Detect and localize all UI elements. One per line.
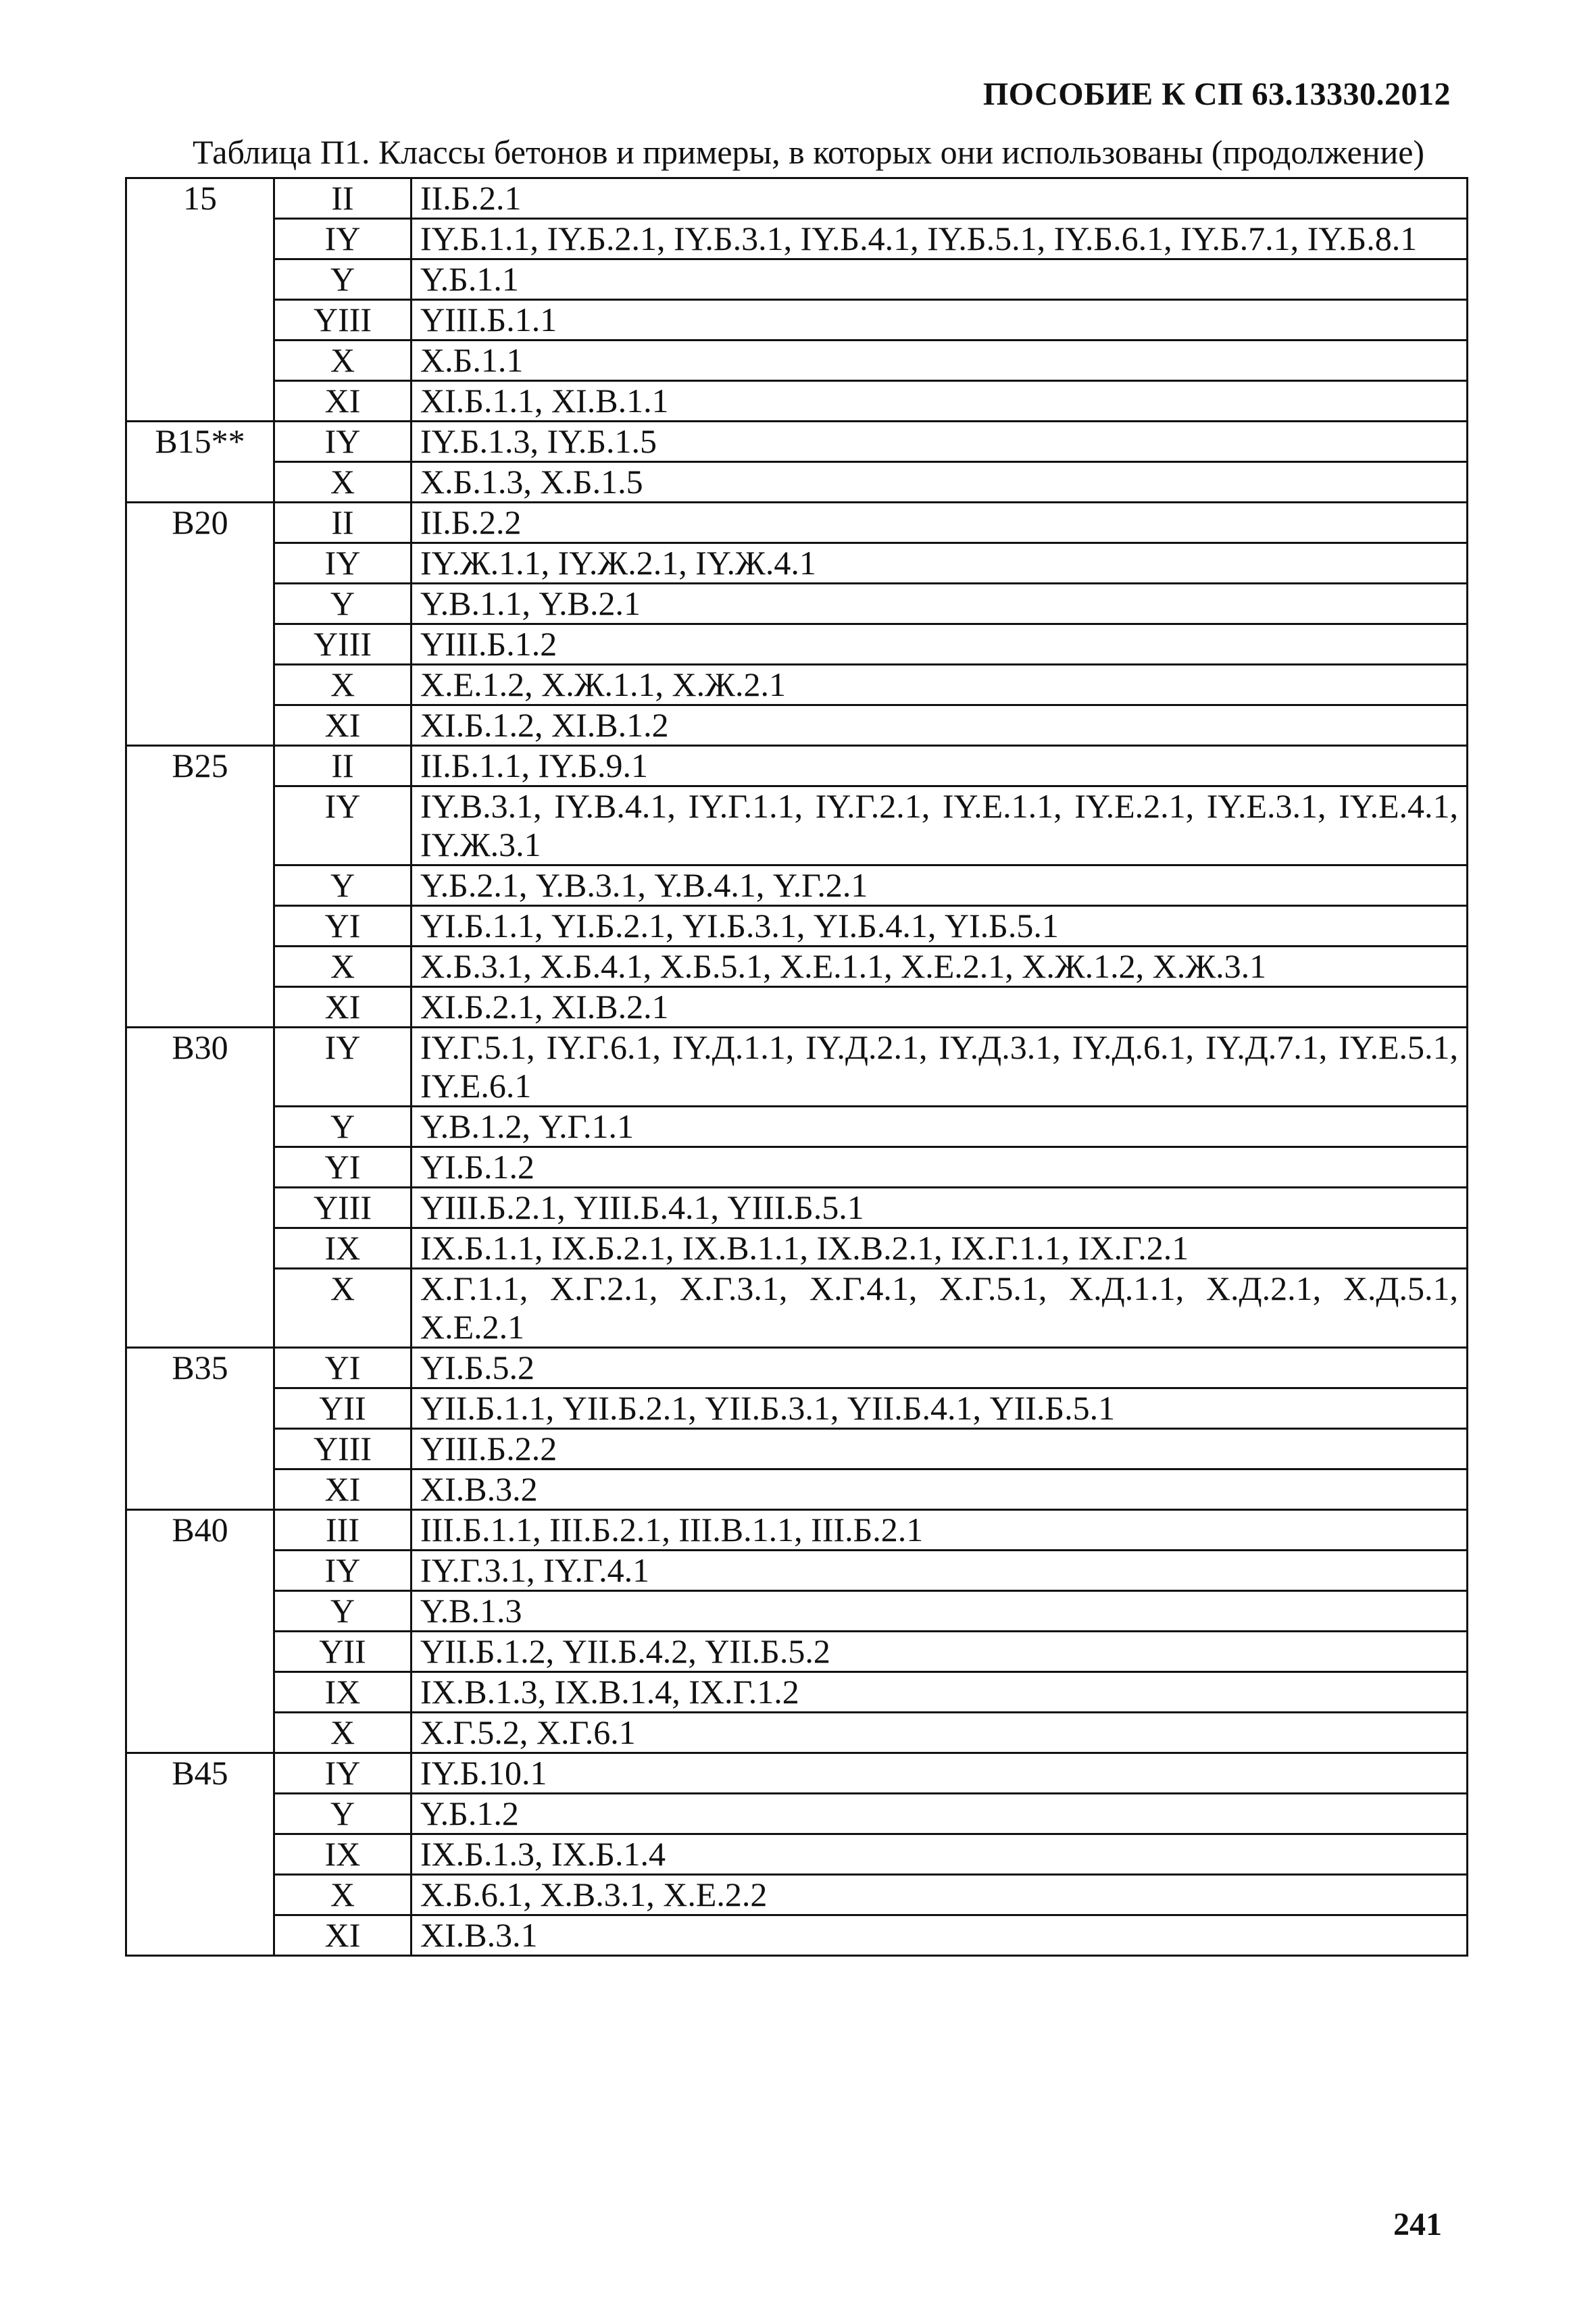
section-cell: X — [274, 1875, 412, 1915]
section-cell: Y — [274, 1591, 412, 1632]
section-cell: YII — [274, 1632, 412, 1672]
examples-cell: XI.Б.1.1, XI.В.1.1 — [412, 381, 1468, 422]
section-cell: X — [274, 462, 412, 503]
examples-cell: IY.Ж.1.1, IY.Ж.2.1, IY.Ж.4.1 — [412, 543, 1468, 584]
table-row — [126, 543, 1468, 584]
section-cell: X — [274, 1713, 412, 1753]
table-row — [126, 422, 1468, 462]
table-row — [126, 462, 1468, 503]
section-cell: XI — [274, 705, 412, 746]
table-row — [126, 1388, 1468, 1429]
examples-cell: IY.Б.1.3, IY.Б.1.5 — [412, 422, 1468, 462]
table-row — [126, 1672, 1468, 1713]
examples-cell: Y.Б.1.1 — [412, 259, 1468, 300]
table-row — [126, 1591, 1468, 1632]
examples-cell: IX.Б.1.3, IX.Б.1.4 — [412, 1834, 1468, 1875]
section-cell: X — [274, 665, 412, 705]
section-cell: Y — [274, 1794, 412, 1834]
section-cell: IX — [274, 1228, 412, 1269]
section-cell: II — [274, 503, 412, 543]
examples-cell: X.Г.1.1, X.Г.2.1, X.Г.3.1, X.Г.4.1, X.Г.5.1, X.Д.1.1, X.Д.2.1, X.Д.5.1, X.Е.2.1 — [412, 1269, 1468, 1348]
examples-cell: X.Б.6.1, X.В.3.1, X.Е.2.2 — [412, 1875, 1468, 1915]
section-cell: YIII — [274, 624, 412, 665]
table-row — [126, 1429, 1468, 1469]
table-row — [126, 1834, 1468, 1875]
examples-cell: XI.Б.2.1, XI.В.2.1 — [412, 987, 1468, 1028]
table-row — [126, 178, 1468, 219]
concrete-class-cell: B45 — [126, 1753, 274, 1956]
page-number: 241 — [1393, 2207, 1442, 2242]
section-cell: Y — [274, 1107, 412, 1147]
examples-cell: IY.Г.5.1, IY.Г.6.1, IY.Д.1.1, IY.Д.2.1, IY.Д.3.1, IY.Д.6.1, IY.Д.7.1, IY.Е.5.1, IY.Е.6.1 — [412, 1028, 1468, 1107]
examples-cell: IY.Г.3.1, IY.Г.4.1 — [412, 1551, 1468, 1591]
table-row — [126, 381, 1468, 422]
table-row — [126, 1269, 1468, 1348]
table-row — [126, 786, 1468, 865]
table-row — [126, 1028, 1468, 1107]
section-cell: III — [274, 1510, 412, 1551]
table-row — [126, 341, 1468, 381]
examples-cell: Y.В.1.3 — [412, 1591, 1468, 1632]
examples-cell: XI.В.3.1 — [412, 1915, 1468, 1956]
section-cell: II — [274, 746, 412, 786]
table-row — [126, 1228, 1468, 1269]
examples-cell: IX.В.1.3, IX.В.1.4, IX.Г.1.2 — [412, 1672, 1468, 1713]
section-cell: XI — [274, 1469, 412, 1510]
examples-cell: X.Б.1.1 — [412, 341, 1468, 381]
table-row — [126, 987, 1468, 1028]
examples-cell: IY.Б.10.1 — [412, 1753, 1468, 1794]
examples-cell: YIII.Б.1.2 — [412, 624, 1468, 665]
examples-cell: Y.В.1.1, Y.В.2.1 — [412, 584, 1468, 624]
table-row — [126, 865, 1468, 906]
table-row — [126, 1147, 1468, 1188]
table-row — [126, 1551, 1468, 1591]
section-cell: IY — [274, 1551, 412, 1591]
table-row — [126, 624, 1468, 665]
table-row — [126, 584, 1468, 624]
concrete-class-cell: B35 — [126, 1348, 274, 1510]
section-cell: YII — [274, 1388, 412, 1429]
table-row — [126, 300, 1468, 341]
table-row — [126, 219, 1468, 259]
table-caption: Таблица П1. Классы бетонов и примеры, в которых они использованы (продолжение) — [193, 133, 1425, 171]
section-cell: Y — [274, 259, 412, 300]
examples-cell: II.Б.2.1 — [412, 178, 1468, 219]
page-header: ПОСОБИЕ К СП 63.13330.2012 — [982, 76, 1451, 112]
table-body — [126, 178, 1468, 1956]
concrete-classes-table — [125, 177, 1468, 1957]
examples-cell: YIII.Б.2.2 — [412, 1429, 1468, 1469]
section-cell: YI — [274, 1147, 412, 1188]
table-row — [126, 503, 1468, 543]
examples-cell: III.Б.1.1, III.Б.2.1, III.В.1.1, III.Б.2.1 — [412, 1510, 1468, 1551]
examples-cell: X.Б.1.3, X.Б.1.5 — [412, 462, 1468, 503]
examples-cell: II.Б.2.2 — [412, 503, 1468, 543]
examples-cell: YII.Б.1.1, YII.Б.2.1, YII.Б.3.1, YII.Б.4.1, YII.Б.5.1 — [412, 1388, 1468, 1429]
examples-cell: XI.Б.1.2, XI.В.1.2 — [412, 705, 1468, 746]
examples-cell: IX.Б.1.1, IX.Б.2.1, IX.В.1.1, IX.В.2.1, IX.Г.1.1, IX.Г.2.1 — [412, 1228, 1468, 1269]
table-row — [126, 1632, 1468, 1672]
examples-cell: Y.В.1.2, Y.Г.1.1 — [412, 1107, 1468, 1147]
examples-cell: YII.Б.1.2, YII.Б.4.2, YII.Б.5.2 — [412, 1632, 1468, 1672]
concrete-class-cell: B40 — [126, 1510, 274, 1753]
section-cell: II — [274, 178, 412, 219]
section-cell: YIII — [274, 1188, 412, 1228]
section-cell: Y — [274, 865, 412, 906]
table-row — [126, 1753, 1468, 1794]
concrete-class-cell: B30 — [126, 1028, 274, 1348]
table-row — [126, 1348, 1468, 1388]
table-row — [126, 906, 1468, 947]
section-cell: X — [274, 341, 412, 381]
section-cell: IY — [274, 786, 412, 865]
table-row — [126, 1794, 1468, 1834]
section-cell: IY — [274, 219, 412, 259]
table-row — [126, 1188, 1468, 1228]
section-cell: X — [274, 1269, 412, 1348]
table-row — [126, 1915, 1468, 1956]
section-cell: Y — [274, 584, 412, 624]
examples-cell: X.Б.3.1, X.Б.4.1, X.Б.5.1, X.Е.1.1, X.Е.2.1, X.Ж.1.2, X.Ж.3.1 — [412, 947, 1468, 987]
table-row — [126, 1107, 1468, 1147]
section-cell: IY — [274, 1028, 412, 1107]
section-cell: YI — [274, 906, 412, 947]
examples-cell: IY.В.3.1, IY.В.4.1, IY.Г.1.1, IY.Г.2.1, IY.Е.1.1, IY.Е.2.1, IY.Е.3.1, IY.Е.4.1, IY.Ж.3.1 — [412, 786, 1468, 865]
table-row — [126, 1713, 1468, 1753]
examples-cell: YI.Б.1.1, YI.Б.2.1, YI.Б.3.1, YI.Б.4.1, YI.Б.5.1 — [412, 906, 1468, 947]
examples-cell: YI.Б.1.2 — [412, 1147, 1468, 1188]
concrete-class-cell: B25 — [126, 746, 274, 1028]
examples-cell: X.Е.1.2, X.Ж.1.1, X.Ж.2.1 — [412, 665, 1468, 705]
table-row — [126, 947, 1468, 987]
examples-cell: XI.В.3.2 — [412, 1469, 1468, 1510]
table-row — [126, 259, 1468, 300]
table-row — [126, 1469, 1468, 1510]
table-row — [126, 746, 1468, 786]
section-cell: XI — [274, 1915, 412, 1956]
section-cell: IX — [274, 1672, 412, 1713]
examples-cell: YIII.Б.2.1, YIII.Б.4.1, YIII.Б.5.1 — [412, 1188, 1468, 1228]
section-cell: XI — [274, 987, 412, 1028]
examples-cell: IY.Б.1.1, IY.Б.2.1, IY.Б.3.1, IY.Б.4.1, IY.Б.5.1, IY.Б.6.1, IY.Б.7.1, IY.Б.8.1 — [412, 219, 1468, 259]
table-row — [126, 1875, 1468, 1915]
table-row — [126, 705, 1468, 746]
section-cell: YI — [274, 1348, 412, 1388]
examples-cell: YI.Б.5.2 — [412, 1348, 1468, 1388]
section-cell: YIII — [274, 1429, 412, 1469]
section-cell: IX — [274, 1834, 412, 1875]
examples-cell: YIII.Б.1.1 — [412, 300, 1468, 341]
concrete-class-cell: B20 — [126, 503, 274, 746]
section-cell: X — [274, 947, 412, 987]
examples-cell: Y.Б.2.1, Y.В.3.1, Y.В.4.1, Y.Г.2.1 — [412, 865, 1468, 906]
concrete-class-cell: 15 — [126, 178, 274, 422]
section-cell: IY — [274, 543, 412, 584]
table-row — [126, 1510, 1468, 1551]
concrete-class-cell: B15** — [126, 422, 274, 503]
examples-cell: X.Г.5.2, X.Г.6.1 — [412, 1713, 1468, 1753]
section-cell: IY — [274, 422, 412, 462]
section-cell: XI — [274, 381, 412, 422]
section-cell: YIII — [274, 300, 412, 341]
examples-cell: II.Б.1.1, IY.Б.9.1 — [412, 746, 1468, 786]
examples-cell: Y.Б.1.2 — [412, 1794, 1468, 1834]
section-cell: IY — [274, 1753, 412, 1794]
table-row — [126, 665, 1468, 705]
